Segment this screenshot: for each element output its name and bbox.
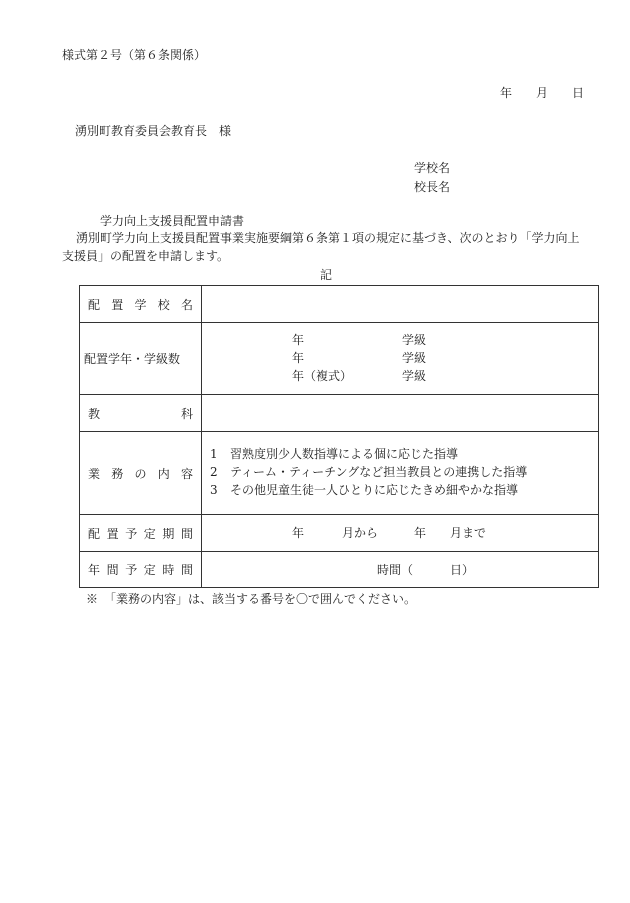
addressee: 湧別町教育委員会教育長 様 bbox=[75, 124, 232, 138]
date-year: 年 bbox=[500, 86, 513, 100]
period-year-1: 年 bbox=[292, 526, 305, 540]
value-period[interactable] bbox=[202, 515, 599, 552]
duty-num-2: 2 bbox=[210, 465, 218, 479]
row-period bbox=[80, 515, 599, 552]
applicant-school: 学校名 bbox=[414, 161, 451, 175]
row-duties bbox=[80, 432, 599, 515]
date-month: 月 bbox=[536, 86, 549, 100]
annual-hours: 時間（ bbox=[377, 563, 414, 577]
value-subject[interactable] bbox=[202, 395, 599, 432]
duty-num-1: 1 bbox=[210, 447, 218, 461]
value-school[interactable] bbox=[202, 286, 599, 323]
ki-heading: 記 bbox=[320, 268, 333, 282]
annual-days: 日） bbox=[450, 563, 475, 577]
duty-text-2: ティーム・ティーチングなど担当教員との連携した指導 bbox=[230, 465, 528, 479]
grade-year-1: 年 bbox=[292, 333, 305, 347]
row-subject bbox=[80, 395, 599, 432]
body-text-line2: 支援員」の配置を申請します。 bbox=[62, 249, 230, 263]
duty-num-3: 3 bbox=[210, 483, 218, 497]
grade-class-2: 学級 bbox=[402, 351, 427, 365]
label-period: 配 置 予 定 期 間 bbox=[80, 515, 202, 552]
label-school: 配 置 学 校 名 bbox=[80, 286, 202, 323]
body-text-line1: 湧別町学力向上支援員配置事業実施要綱第６条第１項の規定に基づき、次のとおり「学力向上 bbox=[76, 231, 580, 245]
date-day: 日 bbox=[572, 86, 585, 100]
document-title: 学力向上支援員配置申請書 bbox=[100, 214, 245, 228]
period-month-2: 月まで bbox=[450, 526, 487, 540]
value-duties[interactable] bbox=[202, 432, 599, 515]
label-subject: 教 科 bbox=[80, 395, 202, 432]
grade-class-1: 学級 bbox=[402, 333, 427, 347]
application-table bbox=[79, 285, 599, 588]
label-duties: 業 務 の 内 容 bbox=[80, 432, 202, 515]
row-annual bbox=[80, 552, 599, 588]
value-grade[interactable] bbox=[202, 323, 599, 395]
value-annual[interactable] bbox=[202, 552, 599, 588]
grade-year-3: 年（複式） bbox=[292, 369, 353, 383]
row-grade bbox=[80, 323, 599, 395]
period-year-2: 年 bbox=[414, 526, 427, 540]
period-month-1: 月から bbox=[342, 526, 379, 540]
applicant-principal: 校長名 bbox=[414, 180, 451, 194]
label-grade: 配置学年・学級数 bbox=[80, 323, 202, 395]
footnote: ※ 「業務の内容」は、該当する番号を〇で囲んでください。 bbox=[86, 592, 417, 606]
duty-text-1: 習熟度別少人数指導による個に応じた指導 bbox=[230, 447, 459, 461]
label-annual: 年 間 予 定 時 間 bbox=[80, 552, 202, 588]
form-number: 様式第２号（第６条関係） bbox=[62, 48, 207, 62]
grade-year-2: 年 bbox=[292, 351, 305, 365]
grade-class-3: 学級 bbox=[402, 369, 427, 383]
duty-text-3: その他児童生徒一人ひとりに応じたきめ細やかな指導 bbox=[230, 483, 519, 497]
row-school bbox=[80, 286, 599, 323]
